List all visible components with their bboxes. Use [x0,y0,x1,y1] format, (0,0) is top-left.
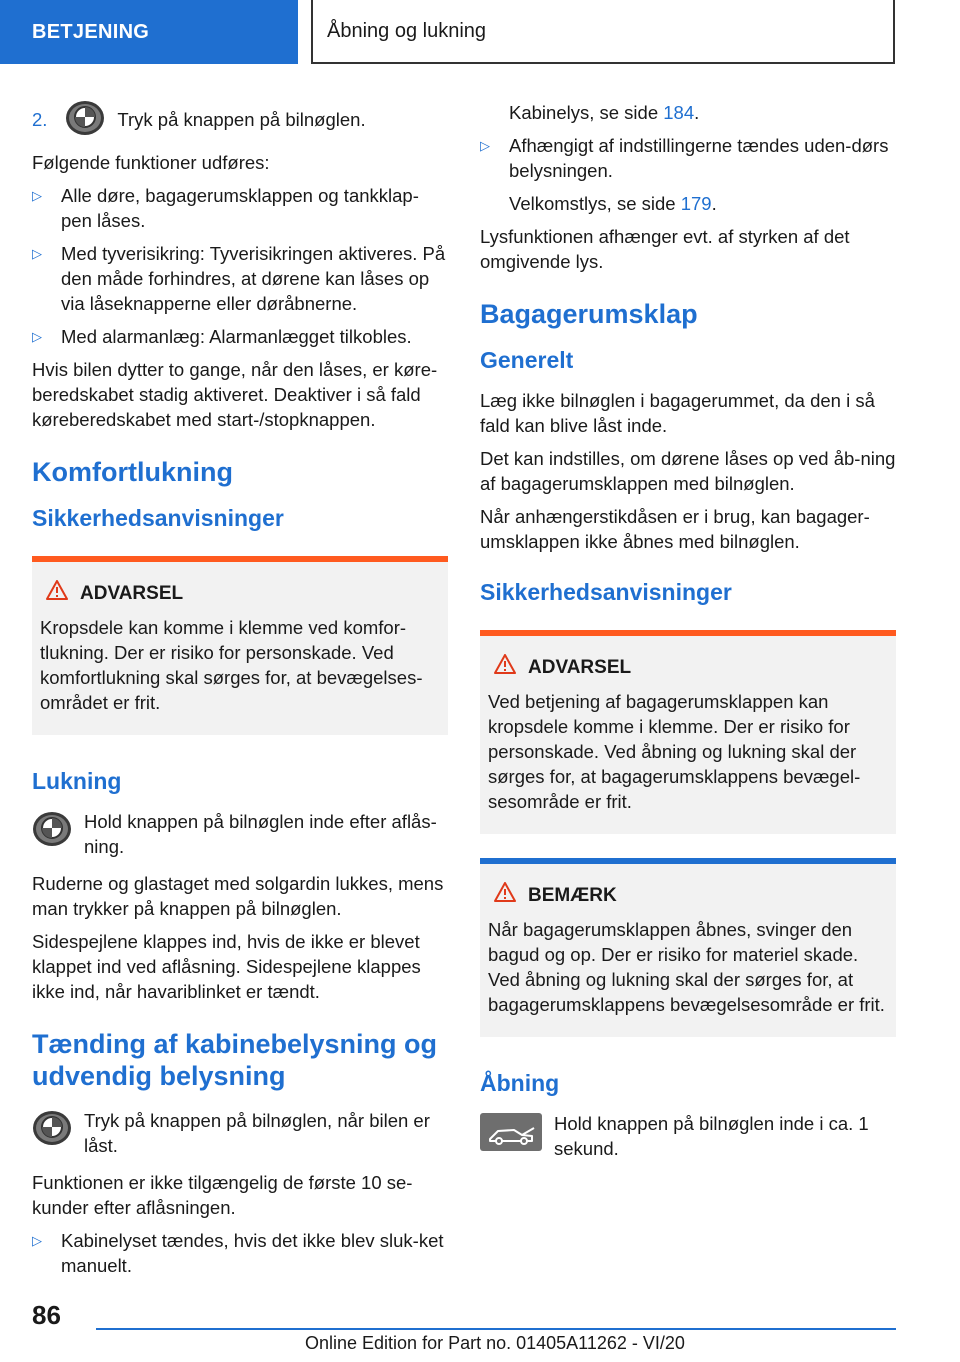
heading-komfortlukning: Komfortlukning [32,457,233,487]
heading-aabning: Åbning [480,1070,560,1096]
warning-label: ADVARSEL [80,583,184,604]
paragraph: Når anhængerstikdåsen er i brug, kan bagager-umsklappen ikke åbnes med bilnøglen. [480,506,870,552]
step-2 [32,100,448,142]
trunk-open-icon [480,1113,542,1157]
heading-safety: Sikkerhedsanvisninger [480,579,732,605]
bmw-key-lock-icon [32,1110,72,1152]
notice-label: BEMÆRK [528,885,617,906]
step-text: Tryk på knappen på bilnøglen. [117,108,366,130]
paragraph: Funktionen er ikke tilgængelig de første 10 se-kunder efter aflåsningen. [32,1172,413,1218]
list-item [32,241,448,316]
warning-label: ADVARSEL [528,657,632,678]
triangle-bullet-icon: ▷ [480,138,490,153]
taending-instruction [32,1108,448,1158]
warning-box [32,556,448,735]
lukning-instruction [32,809,448,859]
list-item-text: Med tyverisikring: Tyverisikringen aktiveres. På den måde forhindres, at dørene kan låses op via låseknapperne eller døråbnerne. [61,243,446,314]
heading-safety: Sikkerhedsanvisninger [32,505,284,531]
heading-bagagerumsklap: Bagagerumsklap [480,299,698,329]
warning-triangle-icon [494,882,516,909]
notice-box [480,858,896,1037]
warning-triangle-icon [46,580,68,607]
bmw-key-lock-icon [65,100,105,142]
paragraph: Det kan indstilles, om dørene låses op ved åb-ning af bagagerumsklappen med bilnøglen. [480,448,896,494]
list-item [32,183,448,233]
triangle-bullet-icon: ▷ [32,329,42,344]
instruction-text: Tryk på knappen på bilnøglen, når bilen er låst. [84,1110,430,1156]
functions-intro: Følgende funktioner udføres: [32,152,270,173]
paragraph: Læg ikke bilnøglen i bagagerummet, da den i så fald kan blive låst inde. [480,390,875,436]
right-column [480,100,896,1173]
warning-heading [40,580,440,607]
page-number: 86 [32,1300,61,1330]
instruction-text: Hold knappen på bilnøglen inde i ca. 1 sekund. [554,1113,869,1159]
heading-generelt: Generelt [480,347,574,373]
notice-heading [488,882,888,909]
list-item-text: Med alarmanlæg: Alarmanlægget tilkobles. [61,326,412,347]
triangle-bullet-icon: ▷ [32,188,42,203]
step-number: 2. [32,108,48,130]
reference-text: Kabinelys, se side [509,102,664,123]
triangle-bullet-icon: ▷ [32,246,42,261]
warning-text: Ved betjening af bagagerumsklappen kan kropsdele komme i klemme. Der er risiko for personskade. Ved åbning og lukning skal der sørges for, at bagagerumsklappens bevægel-sesområde er frit. [488,691,861,812]
triangle-bullet-icon: ▷ [32,1233,42,1248]
paragraph: Sidespejlene klappes ind, hvis de ikke er blevet klappet ind ved aflåsning. Sidespejlene klappes ikke ind, når havariblinket er tændt. [32,931,421,1002]
instruction-text: Hold knappen på bilnøglen inde efter aflås-ning. [84,811,437,857]
cross-reference: Velkomstlys, se side 179. [509,193,717,214]
paragraph: Hvis bilen dytter to gange, når den låses, er køre-beredskabet stadig aktiveret. Deaktiver i så fald køreberedskabet med start-/stopknappen. [32,359,438,430]
heading-taending: Tænding af kabinebelysning og udvendig belysning [32,1029,438,1091]
list-item-text: Afhængigt af indstillingerne tændes uden-dørs belysningen. [509,135,889,181]
warning-heading [488,654,888,681]
list-item [32,324,448,349]
cross-reference: Kabinelys, se side 184. [509,102,700,123]
paragraph: Ruderne og glastaget med solgardin lukkes, mens man trykker på knappen på bilnøglen. [32,873,444,919]
footer-edition: Online Edition for Part no. 01405A11262 - VI/20 [305,1333,685,1353]
warning-triangle-icon [494,654,516,681]
list-item [32,1228,448,1278]
header-title: Åbning og lukning [311,0,895,64]
paragraph: Lysfunktionen afhænger evt. af styrken af det omgivende lys. [480,226,850,272]
list-item-text: Kabinelyset tændes, hvis det ikke blev sluk-ket manuelt. [61,1230,444,1276]
warning-box [480,630,896,834]
list-item-text: Alle døre, bagagerumsklappen og tankklap-pen låses. [61,185,419,231]
bmw-key-lock-icon [32,811,72,853]
list-item [480,133,896,183]
heading-lukning: Lukning [32,768,122,794]
reference-text: Velkomstlys, se side [509,193,681,214]
warning-text: Kropsdele kan komme i klemme ved komfor-tlukning. Der er risiko for personskade. Ved komfortlukning skal sørges for, at bevægelses-området er frit. [40,617,423,713]
notice-text: Når bagagerumsklappen åbnes, svinger den bagud og op. Der er risiko for materiel skade. Ved åbning og lukning skal der sørges for, at bagagerumsklappens bevægelsesområde er frit. [488,919,885,1015]
page-link[interactable]: 184 [663,102,695,123]
header-section: BETJENING [0,0,298,64]
left-column [32,100,448,1286]
aabning-instruction [480,1111,896,1161]
page-link[interactable]: 179 [680,193,712,214]
